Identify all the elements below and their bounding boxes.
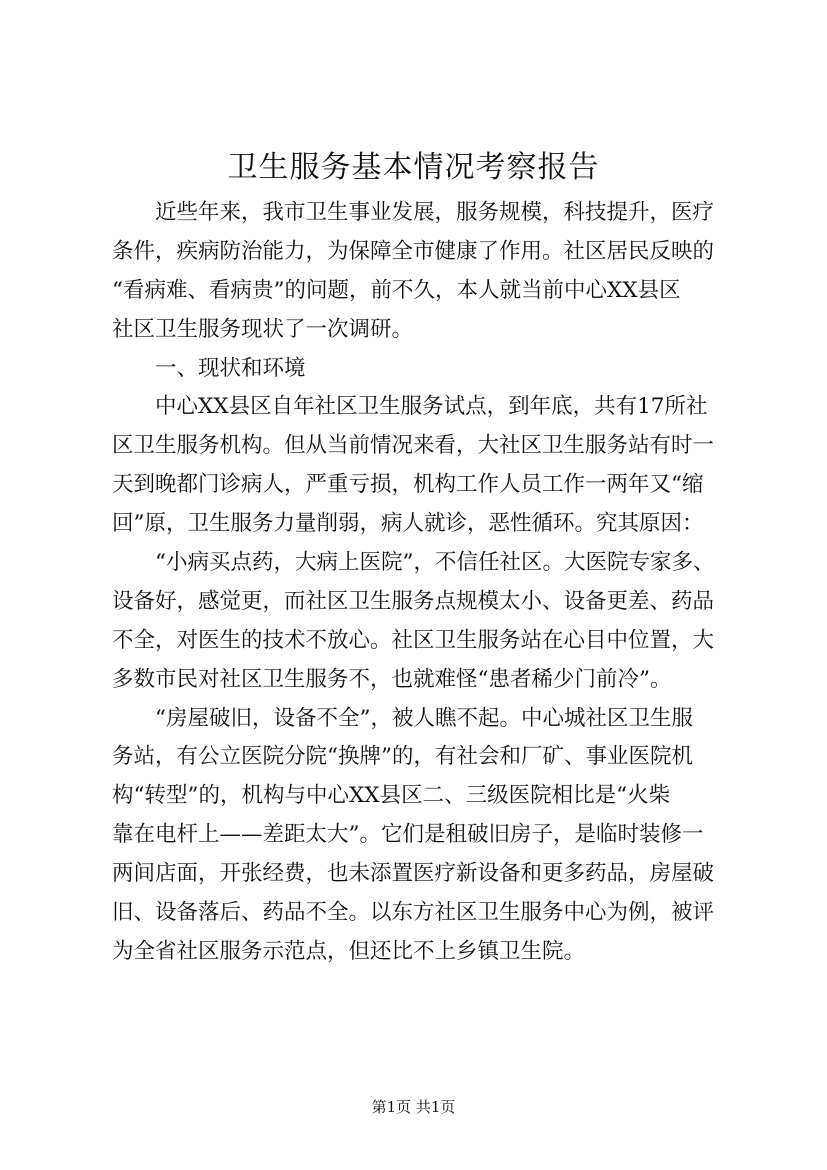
body-line: 中心XX县区自年社区卫生服务试点，到年底，共有17所社 [155, 394, 708, 420]
body-line: 务站，有公立医院分院“换牌”的，有社会和厂矿、事业医院机 [112, 744, 693, 770]
body-line: 社区卫生服务现状了一次调研。 [112, 316, 414, 342]
body-line: “房屋破旧，设备不全”，被人瞧不起。中心城社区卫生服 [155, 705, 693, 731]
body-line: 不全，对医生的技术不放心。社区卫生服务站在心目中位置，大 [112, 627, 715, 653]
body-line: 为全省社区服务示范点，但还比不上乡镇卫生院。 [112, 938, 586, 964]
body-line: 旧、设备落后、药品不全。以东方社区卫生服务中心为例，被评 [112, 900, 715, 926]
body-line: 条件，疾病防治能力，为保障全市健康了作用。社区居民反映的 [112, 238, 715, 264]
body-line: 靠在电杆上——差距太大”。它们是租破旧房子，是临时装修一 [112, 822, 704, 848]
document-title: 卫生服务基本情况考察报告 [227, 150, 600, 185]
body-line: 天到晚都门诊病人，严重亏损，机构工作人员工作一两年又“缩 [112, 472, 704, 498]
body-line: 多数市民对社区卫生服务不，也就难怪“患者稀少门前冷”。 [112, 666, 672, 692]
body-line: “小病买点药，大病上医院”，不信任社区。大医院专家多、 [155, 550, 715, 576]
section-heading: 一、现状和环境 [155, 355, 306, 381]
document-body [112, 194, 742, 972]
body-line: 构“转型”的，机构与中心XX县区二、三级医院相比是“火柴 [112, 783, 671, 809]
body-line: 回”原，卫生服务力量削弱，病人就诊，恶性循环。究其原因： [112, 511, 704, 537]
body-line: 区卫生服务机构。但从当前情况来看，大社区卫生服务站有时一 [112, 433, 715, 459]
page-number-footer: 第1页 共1页 [371, 1098, 456, 1116]
body-line: “看病难、看病贵”的问题，前不久，本人就当前中心XX县区 [112, 277, 681, 303]
body-line: 近些年来，我市卫生事业发展，服务规模，科技提升，医疗 [155, 200, 715, 225]
body-line: 两间店面，开张经费，也未添置医疗新设备和更多药品，房屋破 [112, 861, 715, 887]
body-line: 设备好，感觉更，而社区卫生服务点规模太小、设备更差、药品 [112, 588, 715, 614]
